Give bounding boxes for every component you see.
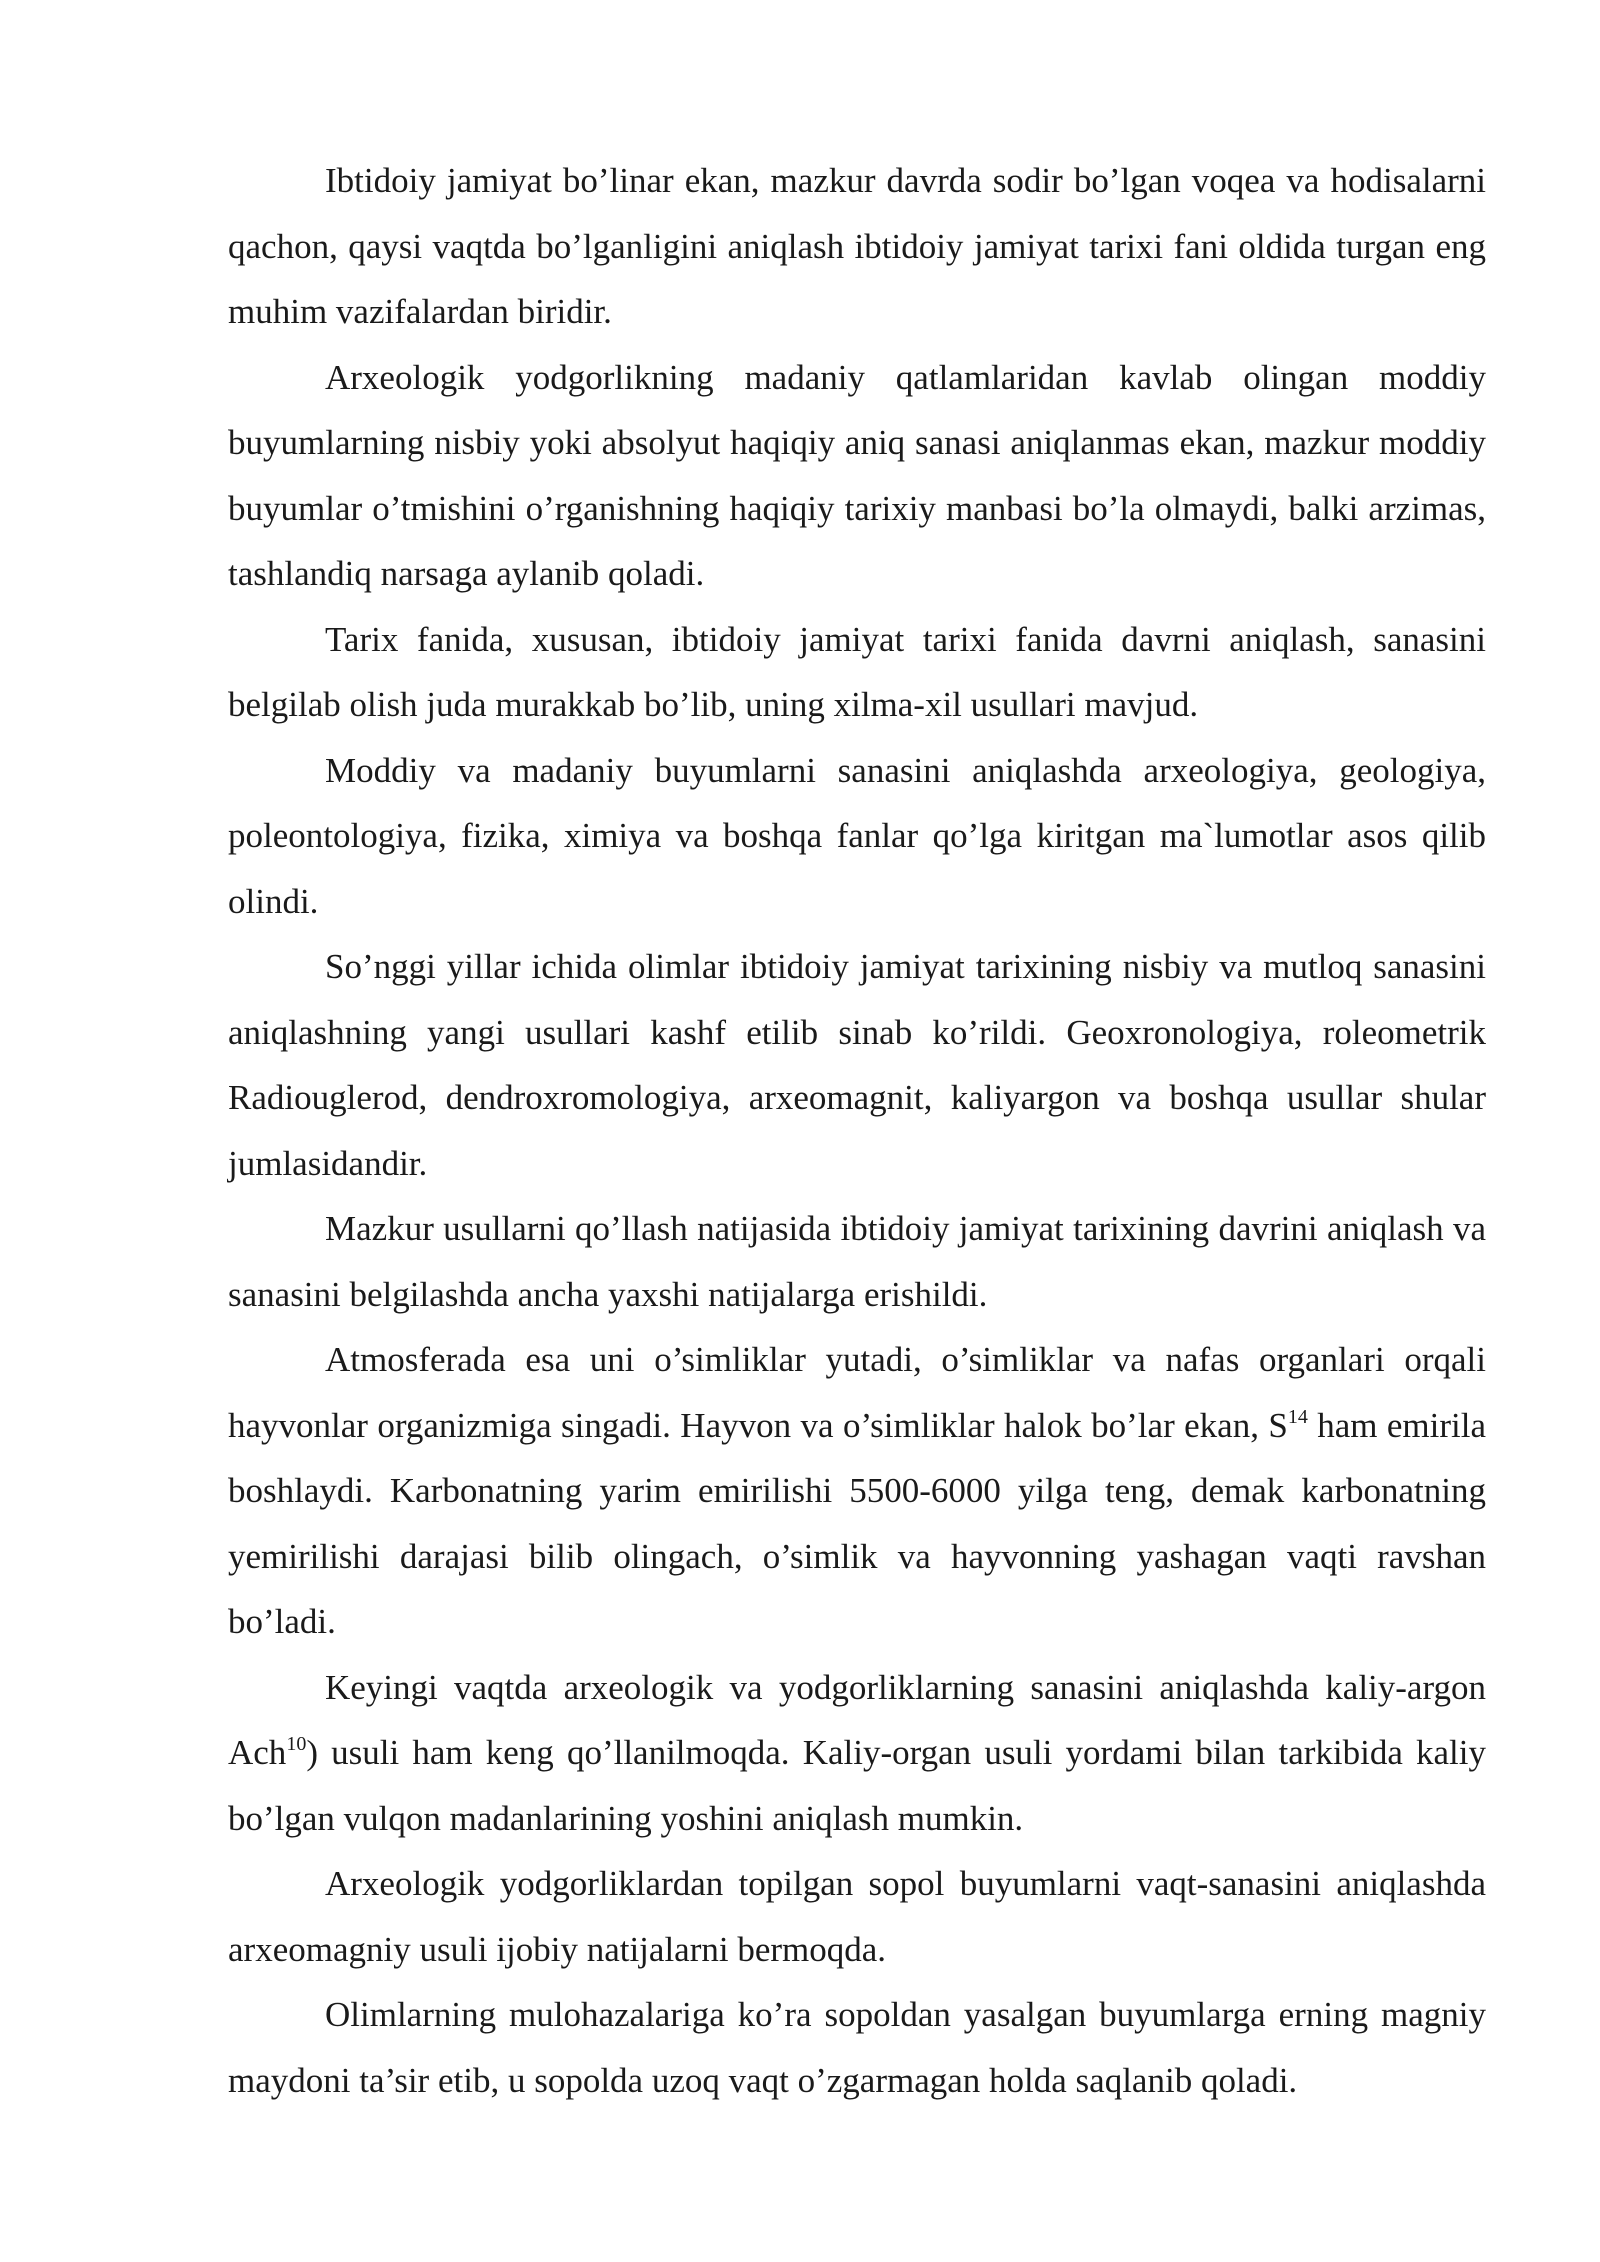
paragraph-5: So’nggi yillar ichida olimlar ibtidoiy jamiyat tarixining nisbiy va mutloq sanasini aniqlashning yangi usullari kashf etilib sinab ko’rildi. Geoxronologiya, roleometrik Radiouglerod, dendroxromologiya, arxeomagnit, kaliyargon va boshqa usullar shular jumlasidandir. (228, 947, 1486, 1183)
paragraph-10: Olimlarning mulohazalariga ko’ra sopoldan yasalgan buyumlarga erning magniy maydoni ta’sir etib, u sopolda uzoq vaqt o’zgarmagan holda saqlanib qoladi. (228, 1995, 1486, 2100)
paragraph-3: Tarix fanida, xususan, ibtidoiy jamiyat tarixi fanida davrni aniqlash, sanasini belgilab olish juda murakkab bo’lib, uning xilma-xil usullari mavjud. (228, 619, 1486, 724)
paragraph-6: Mazkur usullarni qo’llash natijasida ibtidoiy jamiyat tarixining davrini aniqlash va sanasini belgilashda ancha yaxshi natijalarga erishildi. (228, 1209, 1486, 1314)
paragraph-1: Ibtidoiy jamiyat bo’linar ekan, mazkur davrda sodir bo’lgan voqea va hodisalarni qachon, qaysi vaqtda bo’lganligini aniqlash ibtidoiy jamiyat tarixi fani oldida turgan eng muhim vazifalardan biridir. (228, 161, 1486, 331)
document-text (228, 148, 1486, 2113)
paragraph-7 (228, 1327, 1486, 1655)
paragraph-9: Arxeologik yodgorliklardan topilgan sopol buyumlarni vaqt-sanasini aniqlashda arxeomagniy usuli ijobiy natijalarni bermoqda. (228, 1864, 1486, 1969)
superscript-10: 10 (286, 1733, 307, 1755)
paragraph-4: Moddiy va madaniy buyumlarni sanasini aniqlashda arxeologiya, geologiya, poleontologiya, fizika, ximiya va boshqa fanlar qo’lga kiritgan ma`lumotlar asos qilib olindi. (228, 750, 1486, 921)
paragraph-7-text-after: ham emirila boshlaydi. Karbonatning yarim emirilishi 5500-6000 yilga teng, demak karbonatning yemirilishi darajasi bilib olingach, o’simlik va hayvonning yashagan vaqti ravshan bo’ladi. (228, 1405, 1486, 1641)
paragraph-2: Arxeologik yodgorlikning madaniy qatlamlaridan kavlab olingan moddiy buyumlarning nisbiy yoki absolyut haqiqiy aniq sanasi aniqlanmas ekan, mazkur moddiy buyumlar o’tmishini o’rganishning haqiqiy tarixiy manbasi bo’la olmaydi, balki arzimas, tashlandiq narsaga aylanib qoladi. (228, 357, 1486, 593)
paragraph-8 (228, 1655, 1486, 1852)
paragraph-8-text-after: ) usuli ham keng qo’llanilmoqda. Kaliy-organ usuli yordami bilan tarkibida kaliy bo’lgan vulqon madanlarining yoshini aniqlash mumkin. (228, 1733, 1486, 1838)
paragraph-8-text-before: Keyingi vaqtda arxeologik va yodgorliklarning sanasini aniqlashda kaliy-argon Ach (228, 1667, 1486, 1772)
superscript-14: 14 (1287, 1405, 1308, 1428)
paragraph-7-text-before: Atmosferada esa uni o’simliklar yutadi, o’simliklar va nafas organlari orqali hayvonlar organizmiga singadi. Hayvon va o’simliklar halok bo’lar ekan, S (228, 1340, 1486, 1445)
